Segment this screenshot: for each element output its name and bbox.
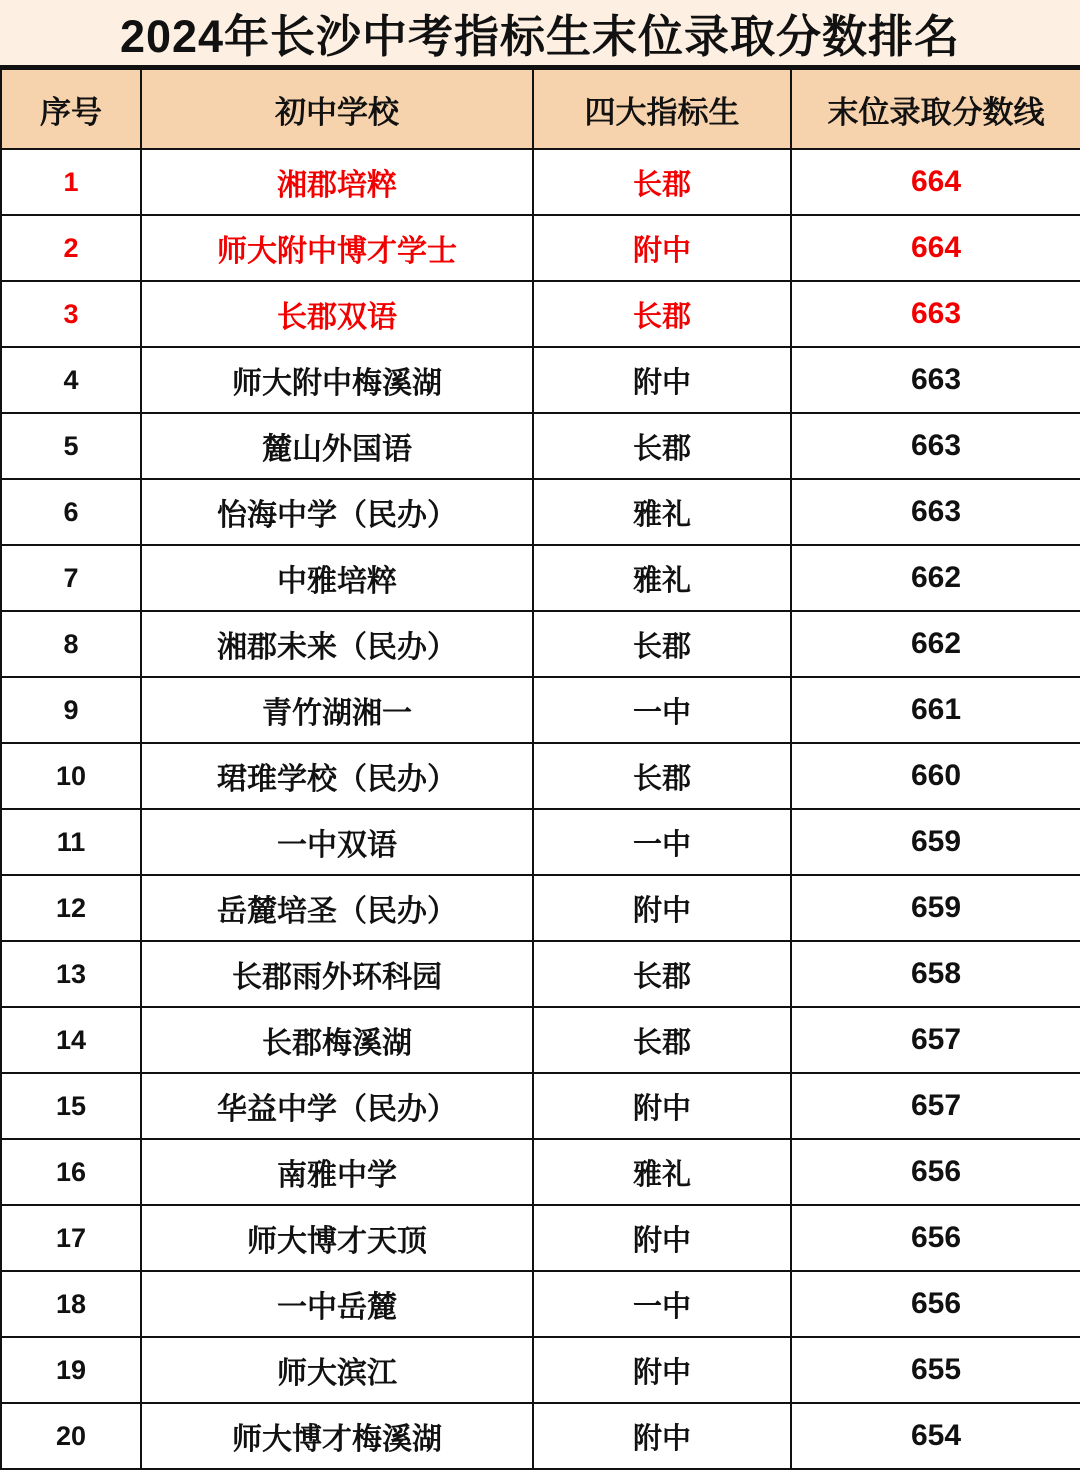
table-row <box>1 1337 1080 1403</box>
cell-index: 7 <box>1 545 141 611</box>
cell-index: 15 <box>1 1073 141 1139</box>
cell-index: 4 <box>1 347 141 413</box>
cell-school: 师大附中梅溪湖 <box>141 347 533 413</box>
cell-score: 657 <box>791 1073 1080 1139</box>
cell-score: 664 <box>791 215 1080 281</box>
cell-index: 10 <box>1 743 141 809</box>
cell-target-school: 雅礼 <box>533 1139 791 1205</box>
cell-index: 17 <box>1 1205 141 1271</box>
cell-school: 一中双语 <box>141 809 533 875</box>
cell-school: 湘郡未来（民办） <box>141 611 533 677</box>
cell-target-school: 雅礼 <box>533 545 791 611</box>
cell-score: 663 <box>791 413 1080 479</box>
cell-target-school: 附中 <box>533 1205 791 1271</box>
table-row <box>1 1073 1080 1139</box>
cell-school: 长郡双语 <box>141 281 533 347</box>
cell-score: 662 <box>791 611 1080 677</box>
table-row <box>1 1403 1080 1469</box>
ranking-table <box>0 68 1080 1470</box>
table-header <box>1 69 1080 149</box>
table-row <box>1 1139 1080 1205</box>
cell-school: 中雅培粹 <box>141 545 533 611</box>
table-row <box>1 413 1080 479</box>
table-row <box>1 1007 1080 1073</box>
cell-score: 659 <box>791 809 1080 875</box>
cell-target-school: 长郡 <box>533 1007 791 1073</box>
cell-school: 青竹湖湘一 <box>141 677 533 743</box>
page-title: 2024年长沙中考指标生末位录取分数排名 <box>119 11 961 62</box>
cell-target-school: 附中 <box>533 215 791 281</box>
cell-index: 19 <box>1 1337 141 1403</box>
title-bar <box>0 0 1080 68</box>
cell-score: 663 <box>791 479 1080 545</box>
cell-index: 13 <box>1 941 141 1007</box>
cell-school: 南雅中学 <box>141 1139 533 1205</box>
cell-index: 5 <box>1 413 141 479</box>
cell-target-school: 附中 <box>533 1337 791 1403</box>
cell-index: 18 <box>1 1271 141 1337</box>
column-header-index: 序号 <box>1 69 141 149</box>
cell-target-school: 长郡 <box>533 281 791 347</box>
cell-target-school: 长郡 <box>533 413 791 479</box>
cell-target-school: 一中 <box>533 677 791 743</box>
cell-index: 6 <box>1 479 141 545</box>
cell-target-school: 附中 <box>533 1073 791 1139</box>
table-row <box>1 809 1080 875</box>
cell-score: 654 <box>791 1403 1080 1469</box>
table-row <box>1 743 1080 809</box>
column-header-target: 四大指标生 <box>533 69 791 149</box>
cell-score: 663 <box>791 281 1080 347</box>
cell-score: 661 <box>791 677 1080 743</box>
cell-index: 14 <box>1 1007 141 1073</box>
cell-school: 师大博才天顶 <box>141 1205 533 1271</box>
cell-index: 8 <box>1 611 141 677</box>
cell-school: 师大滨江 <box>141 1337 533 1403</box>
cell-school: 怡海中学（民办） <box>141 479 533 545</box>
cell-school: 珺琟学校（民办） <box>141 743 533 809</box>
cell-score: 663 <box>791 347 1080 413</box>
column-header-school: 初中学校 <box>141 69 533 149</box>
table-row <box>1 149 1080 215</box>
cell-score: 655 <box>791 1337 1080 1403</box>
cell-target-school: 附中 <box>533 1403 791 1469</box>
cell-index: 20 <box>1 1403 141 1469</box>
table-row <box>1 875 1080 941</box>
table-row <box>1 677 1080 743</box>
cell-school: 湘郡培粹 <box>141 149 533 215</box>
cell-index: 2 <box>1 215 141 281</box>
table-row <box>1 611 1080 677</box>
cell-index: 11 <box>1 809 141 875</box>
table-row <box>1 941 1080 1007</box>
cell-index: 3 <box>1 281 141 347</box>
column-header-score: 末位录取分数线 <box>791 69 1080 149</box>
table-row <box>1 347 1080 413</box>
cell-score: 656 <box>791 1271 1080 1337</box>
cell-target-school: 长郡 <box>533 611 791 677</box>
cell-school: 岳麓培圣（民办） <box>141 875 533 941</box>
cell-index: 1 <box>1 149 141 215</box>
cell-school: 华益中学（民办） <box>141 1073 533 1139</box>
cell-target-school: 长郡 <box>533 743 791 809</box>
cell-school: 师大博才梅溪湖 <box>141 1403 533 1469</box>
cell-target-school: 雅礼 <box>533 479 791 545</box>
cell-target-school: 一中 <box>533 809 791 875</box>
cell-target-school: 一中 <box>533 1271 791 1337</box>
table-body <box>1 149 1080 1469</box>
table-header-row <box>1 69 1080 149</box>
cell-score: 660 <box>791 743 1080 809</box>
cell-score: 664 <box>791 149 1080 215</box>
cell-school: 长郡雨外环科园 <box>141 941 533 1007</box>
cell-score: 662 <box>791 545 1080 611</box>
table-row <box>1 1205 1080 1271</box>
cell-school: 麓山外国语 <box>141 413 533 479</box>
cell-target-school: 长郡 <box>533 149 791 215</box>
table-row <box>1 1271 1080 1337</box>
cell-score: 656 <box>791 1139 1080 1205</box>
cell-target-school: 长郡 <box>533 941 791 1007</box>
cell-target-school: 附中 <box>533 875 791 941</box>
cell-score: 656 <box>791 1205 1080 1271</box>
cell-score: 657 <box>791 1007 1080 1073</box>
cell-target-school: 附中 <box>533 347 791 413</box>
cell-score: 658 <box>791 941 1080 1007</box>
table-row <box>1 215 1080 281</box>
cell-school: 长郡梅溪湖 <box>141 1007 533 1073</box>
cell-score: 659 <box>791 875 1080 941</box>
cell-index: 16 <box>1 1139 141 1205</box>
cell-index: 12 <box>1 875 141 941</box>
cell-school: 一中岳麓 <box>141 1271 533 1337</box>
table-row <box>1 545 1080 611</box>
cell-school: 师大附中博才学士 <box>141 215 533 281</box>
table-row <box>1 479 1080 545</box>
cell-index: 9 <box>1 677 141 743</box>
table-row <box>1 281 1080 347</box>
